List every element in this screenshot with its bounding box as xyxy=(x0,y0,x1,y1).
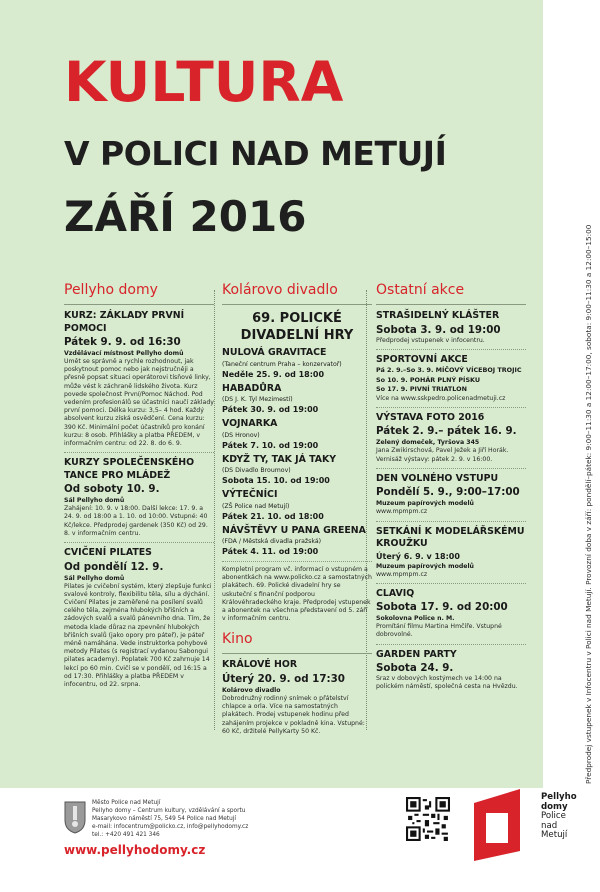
play-date: Sobota 15. 10. od 19:00 xyxy=(222,476,330,485)
event xyxy=(64,547,214,689)
event-divider xyxy=(376,407,526,408)
event-date: Pátek 9. 9. od 16:30 xyxy=(64,336,181,348)
town-coat-of-arms-icon xyxy=(64,800,86,834)
section-heading: Ostatní akce xyxy=(376,282,465,298)
logo-line: Police xyxy=(541,811,566,822)
poster-title: KULTURA xyxy=(64,50,344,114)
pellyho-domy-logo-text xyxy=(541,793,577,841)
event-venue: Sokolovna Police n. M. xyxy=(376,615,455,623)
play-title: VÝTEČNÍCI xyxy=(222,489,278,500)
play-title: NULOVÁ GRAVITACE xyxy=(222,347,327,358)
section-heading-kino: Kino xyxy=(222,631,253,648)
event-line: Pá 2. 9.–So 3. 9. MÍČOVÝ VÍCEBOJ TROJIC xyxy=(376,366,522,375)
event-line: So 17. 9. PIVNÍ TRIATLON xyxy=(376,385,467,394)
section-heading: Pellyho domy xyxy=(64,282,158,298)
column-separator xyxy=(214,290,215,730)
play-date: Neděle 25. 9. od 18:00 xyxy=(222,369,325,379)
event-line: So 10. 9. POHÁR PLNÝ PÍSKU xyxy=(376,375,481,384)
play-item xyxy=(222,347,372,380)
event-date: Sobota 24. 9. xyxy=(376,662,454,675)
play-date: Pátek 7. 10. od 19:00 xyxy=(222,440,319,450)
play-item xyxy=(222,489,372,522)
footer-line: e-mail: infocentrum@policko.cz, info@pellyhodomy.cz xyxy=(92,824,249,830)
play-item xyxy=(222,525,372,558)
website-link[interactable]: www.pellyhodomy.cz xyxy=(64,843,206,857)
event-date: Pátek 2. 9.– pátek 16. 9. xyxy=(376,425,517,438)
play-company: (Taneční centrum Praha – konzervatoř) xyxy=(222,360,342,368)
poster-month: ZÁŘÍ 2016 xyxy=(64,192,307,241)
event xyxy=(64,310,214,448)
footer-line: Masarykovo náměstí 75, 549 54 Police nad Metují xyxy=(92,816,236,822)
event-description: Pilates je cvičební systém, který zlepšuje funkci svalové kontroly, flexibilitu těla, sílu a dýchání. Cvičení Pilates je zaměřené na posílení svalů celého těla, zejména hlubokých břišních a zádových svalů a svalů pánevního dna. Tím, že metoda klade důraz na zpevnění hlubokých břišních svalů (jako opory pro páteř), je páteř méně namáhána. Vede instruktorka pohybové metody Pilates (s registrací vydanou Sabongui pilates academy). Poplatek 700 Kč zahrnuje 14 lekcí po 60 min. Cvičí se v pondělí, od 16:15 a od 17:30. Přihlášky a platba PŘEDEM v infocentru, od 22. srpna. xyxy=(64,582,212,688)
logo-line: Metují xyxy=(541,830,568,841)
event-title: VÝSTAVA FOTO 2016 xyxy=(376,411,485,423)
event-title: KURZY SPOLEČENSKÉHO TANCE PRO MLÁDEŽ xyxy=(64,457,195,481)
event xyxy=(376,649,526,692)
event xyxy=(64,457,214,538)
event-title: CLAVIQ xyxy=(376,587,415,599)
footer-line: Pellyho domy – Centrum kultury, vzdělávání a sportu xyxy=(92,808,246,814)
event-date: Úterý 20. 9. od 17:30 xyxy=(222,672,345,685)
festival-title: 69. POLICKÉ DIVADELNÍ HRY xyxy=(240,311,354,343)
event-title: SETKÁNÍ K MODELÁŘSKÉMU KROUŽKU xyxy=(376,525,525,550)
event-title: GARDEN PARTY xyxy=(376,648,457,660)
event-divider xyxy=(64,452,214,453)
event-description: Promítání filmu Martina Hmčíře. Vstupné dobrovolné. xyxy=(376,623,502,639)
section-rule xyxy=(222,653,372,654)
play-item xyxy=(222,383,372,416)
footer-line: tel.: +420 491 421 346 xyxy=(92,832,160,838)
event-divider xyxy=(376,521,526,522)
play-item xyxy=(222,418,372,451)
play-company: (FDA / Městská divadla pražská) xyxy=(222,538,322,545)
event-description: Zahájení: 10. 9. v 18:00. Další lekce: 17. 9. a 24. 9. od 18:00 a 1. 10. od 10:00. Vstupné: 40 Kč/lekce. Předprodej gardenek (350 Kč) od 29. 8. v informačním centru. xyxy=(64,505,208,537)
event-venue: Sál Pellyho domů xyxy=(64,497,125,505)
poster-subtitle: V POLICI NAD METUJÍ xyxy=(64,134,447,173)
play-title: NÁVŠTĚVY U PANA GREENA xyxy=(222,524,366,536)
event-divider xyxy=(376,349,526,350)
event-divider xyxy=(376,644,526,645)
pellyho-domy-logo-icon xyxy=(470,785,534,865)
side-note: Předprodej vstupenek v Infocentru v Polici nad Metují. Provozní doba v září: pondělí–pátek: 9:00–11:30 a 12:00–17:00, sobota: 9:00–11:30 a 12:00–15:00 xyxy=(584,224,593,784)
logo-line: Pellyho xyxy=(541,792,577,802)
event-date: Od soboty 10. 9. xyxy=(64,483,160,496)
event xyxy=(376,354,526,403)
event-description: Předprodej vstupenek v infocentru. xyxy=(376,336,485,344)
event xyxy=(376,588,526,640)
event-date: Sobota 17. 9. od 20:00 xyxy=(376,601,508,614)
event-title: KURZ: ZÁKLADY PRVNÍ POMOCI xyxy=(64,310,185,334)
section-heading: Kolárovo divadlo xyxy=(222,282,338,298)
festival-note: Kompletní program vč. informací o vstupném a abonentkách na www.policko.cz a samostatných plakátech. 69. Polické divadelní hry se uskuteční s finanční podporou Královéhradeckého kraje. Předprodej vstupenek a abonentek na všechna představení od 5. září v informačním centru. xyxy=(222,566,372,623)
footer-contact xyxy=(92,799,248,839)
event-divider xyxy=(376,583,526,584)
event-description: Sraz v dobových kostýmech ve 14:00 na polickém náměstí, společná cesta na Hvězdu. xyxy=(376,675,518,691)
column-pellyho-domy xyxy=(64,280,214,689)
event-title: STRAŠIDELNÝ KLÁŠTER xyxy=(376,310,500,321)
event-venue: Kolárovo divadlo xyxy=(222,686,281,694)
section-rule xyxy=(222,304,372,305)
play-date: Pátek 30. 9. od 19:00 xyxy=(222,405,319,414)
event-date: Pondělí 5. 9., 9:00–17:00 xyxy=(376,486,520,499)
column-kolarovo-divadlo xyxy=(222,280,372,736)
column-ostatni-akce xyxy=(376,280,526,692)
play-company: (DS J. K. Tyl Mezimestí) xyxy=(222,396,293,403)
qr-code-icon xyxy=(406,797,450,841)
event-date: Úterý 6. 9. v 18:00 xyxy=(376,551,460,561)
play-date: Pátek 4. 11. od 19:00 xyxy=(222,547,319,556)
event-venue: Zelený domeček, Tyršova 345 xyxy=(376,439,480,447)
event xyxy=(376,310,526,345)
event-date: Od pondělí 12. 9. xyxy=(64,560,164,573)
event xyxy=(376,526,526,579)
event-description: Umět se správně a rychle rozhodnout, jak poskytnout pomoc nebo jak nejstručněji a přesně popsat situaci operátorovi tísňové linky, může vést k záchraně lidského života. Kurz povede společnost První/Pomoc Náchod. Pod vedením profesionálů se účastníci naučí základy první pomoci. Délka kurzu: 3,5– 4 hod. Každý absolvent kurzu získá osvědčení. Cena kurzu: 390 Kč. Minimální počet účastníků pro konání kurzu: 8 osob. Přihlášky a platba PŘEDEM, v informačním centru: od 22. 8. do 6. 9. xyxy=(64,358,214,448)
footer-line: Město Police nad Metují xyxy=(92,800,161,806)
event-date: Sobota 3. 9. od 19:00 xyxy=(376,323,501,336)
event-title: KRÁLOVÉ HOR xyxy=(222,659,298,671)
event-description: www.mpmpm.cz xyxy=(376,508,428,516)
event-venue: Vzdělávací místnost Pellyho domů xyxy=(64,350,184,357)
logo-line: nad xyxy=(541,820,558,831)
event-description: www.mpmpm.cz xyxy=(376,570,428,578)
event-title: CVIČENÍ PILATES xyxy=(64,547,152,559)
event-divider xyxy=(222,561,372,562)
play-company: (DS Divadlo Broumov) xyxy=(222,467,291,474)
event xyxy=(376,412,526,464)
event-divider xyxy=(376,468,526,469)
event-venue: Muzeum papírových modelů xyxy=(376,562,474,570)
logo-line: domy xyxy=(541,801,568,812)
event-description: Více na www.sskpedro.policenadmetuji.cz xyxy=(376,394,506,402)
play-title: VOJNARKA xyxy=(222,418,278,429)
play-company: (DS Hronov) xyxy=(222,431,260,439)
event-venue: Muzeum papírových modelů xyxy=(376,500,474,508)
section-rule xyxy=(64,304,214,305)
event-title: DEN VOLNÉHO VSTUPU xyxy=(376,472,499,484)
play-title: HABADŮRA xyxy=(222,382,282,394)
event xyxy=(376,473,526,517)
event xyxy=(222,659,372,736)
play-company: (ZŠ Police nad Metují) xyxy=(222,502,290,510)
play-item xyxy=(222,454,372,487)
event-description: Jana Zwikirschová, Pavel Ježek a Jiří Horák. Vernisáž výstavy: pátek 2. 9. v 16:00. xyxy=(376,447,509,463)
event-divider xyxy=(64,542,214,543)
event-description: Dobrodružný rodinný snímek o přátelství chlapce a orla. Více na samostatných plakátech. Prodej vstupenek hodinu před zahájením projekce v pokladně kina. Vstupné: 60 Kč, držitelé PellyKarty 50 Kč. xyxy=(222,694,365,735)
play-title: KDYŽ TY, TAK JÁ TAKY xyxy=(222,453,337,465)
play-date: Pátek 21. 10. od 18:00 xyxy=(222,511,324,521)
section-rule xyxy=(376,304,526,305)
event-title: SPORTOVNÍ AKCE xyxy=(376,353,468,365)
event-venue: Sál Pellyho domů xyxy=(64,574,125,582)
